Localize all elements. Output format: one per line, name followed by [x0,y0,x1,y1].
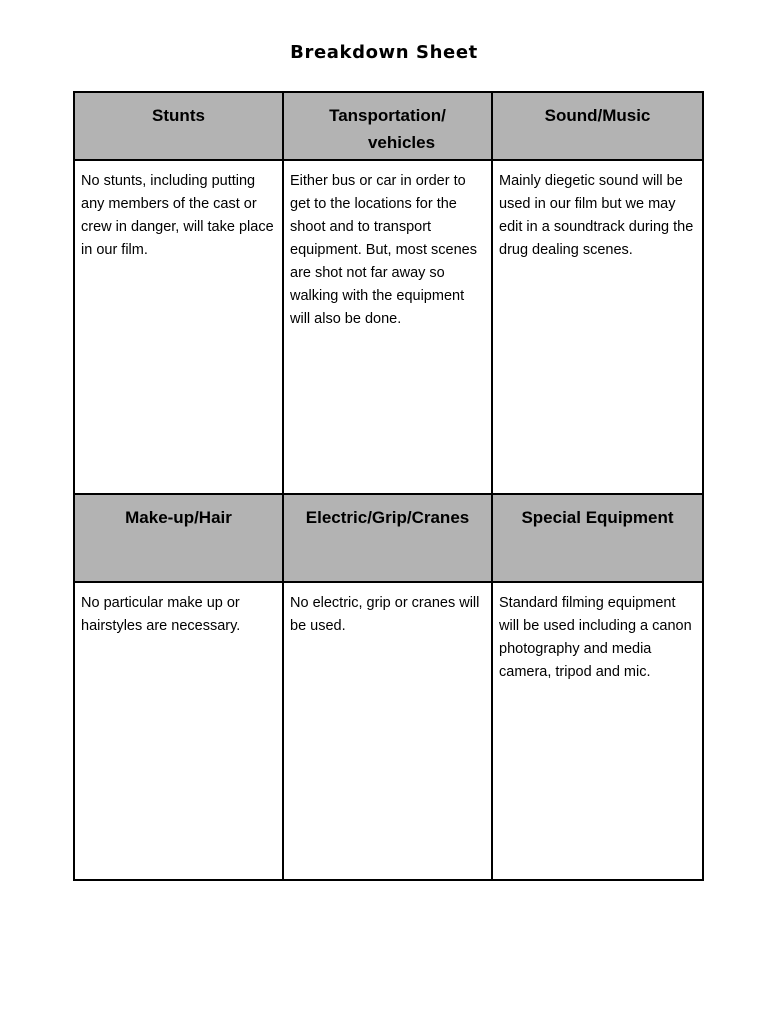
cell-stunts [74,160,283,494]
cell-electric-grip-cranes-text: No electric, grip or cranes will be used. [290,595,480,634]
header-row-1 [74,92,703,160]
header-sound-music-label: Sound/Music [544,106,651,125]
content-row-1 [74,160,703,494]
cell-stunts-text: No stunts, including putting any members of the cast or crew in danger, will take place in our film. [81,173,274,258]
cell-makeup-hair [74,582,283,880]
breakdown-table [73,91,704,881]
header-transportation-label-line2: vehicles [367,133,436,152]
header-makeup-hair [74,494,283,582]
header-sound-music [492,92,703,160]
content-row-2 [74,582,703,880]
cell-sound-music [492,160,703,494]
cell-special-equipment [492,582,703,880]
header-transportation-label-line1: Tansportation/ [329,106,446,125]
header-special-equipment-label: Special Equipment [521,508,674,527]
header-stunts [74,92,283,160]
page-title: Breakdown Sheet [290,42,478,63]
cell-transportation-text: Either bus or car in order to get to the locations for the shoot and to transport equipment. But, most scenes are shot not far away so walking with the equipment will also be done. [290,173,477,327]
header-electric-grip-cranes [283,494,492,582]
cell-sound-music-text: Mainly diegetic sound will be used in our film but we may edit in a soundtrack during the drug dealing scenes. [499,173,694,258]
cell-makeup-hair-text: No particular make up or hairstyles are necessary. [81,595,241,634]
cell-special-equipment-text: Standard filming equipment will be used including a canon photography and media camera, tripod and mic. [499,595,692,680]
header-row-2 [74,494,703,582]
header-makeup-hair-label: Make-up/Hair [125,508,232,527]
cell-transportation [283,160,492,494]
header-special-equipment [492,494,703,582]
header-transportation [283,92,492,160]
cell-electric-grip-cranes [283,582,492,880]
header-stunts-label: Stunts [152,106,205,125]
header-electric-grip-cranes-label: Electric/Grip/Cranes [305,508,470,527]
